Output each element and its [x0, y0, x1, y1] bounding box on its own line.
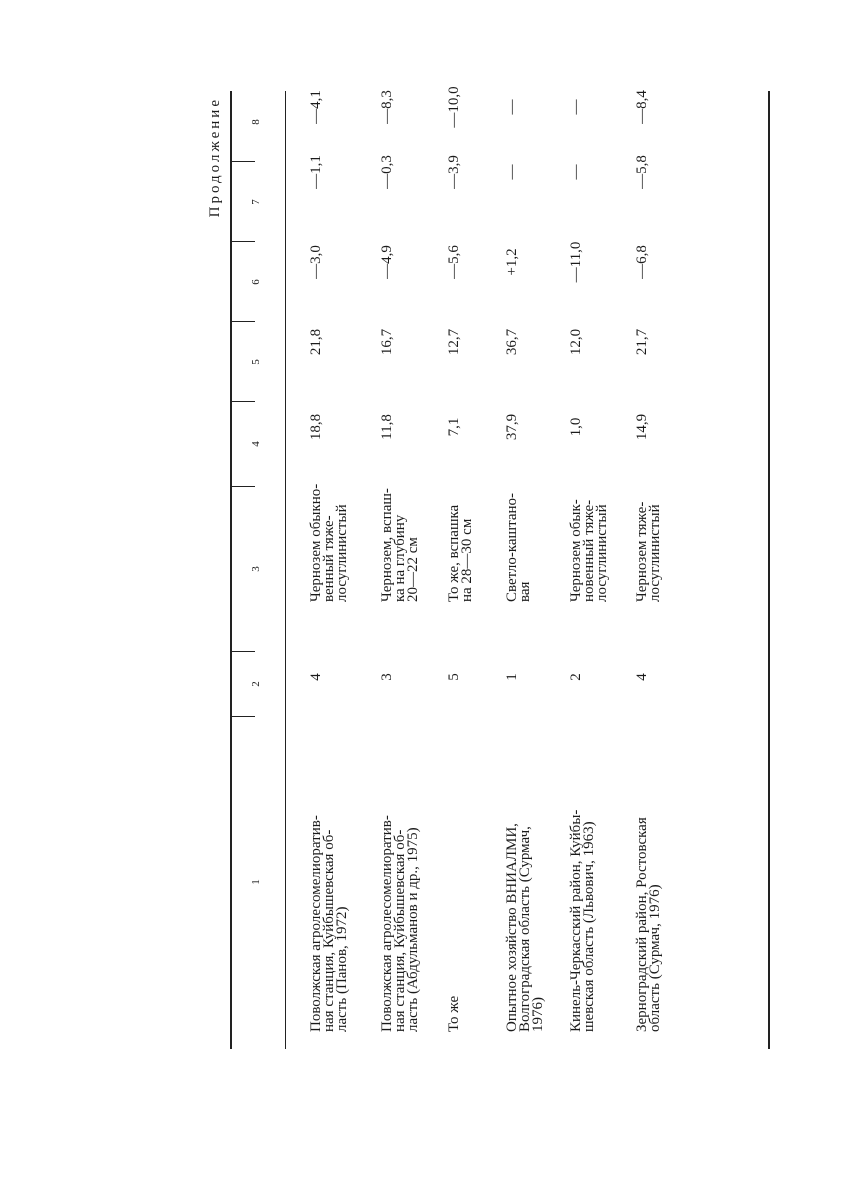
table-row-0-years: 4 [308, 673, 324, 681]
header-divider [232, 486, 255, 487]
table-row-1-location: Поволжская агролесомелиоратив- ная станция, Куйбышевская об- ласть (Абдульманов и др., 1975) [379, 815, 421, 1032]
header-col-8: 8 [250, 119, 262, 125]
table-row-5-col8: —8,4 [634, 90, 650, 124]
table-row-4-soil: Чернозем обык- новенный тяже- лосуглинистый [568, 499, 610, 602]
table-row-2-col7: —3,9 [446, 155, 462, 189]
table-row-0-soil: Чернозем обыкно- венный тяже- лосуглинистый [308, 483, 350, 602]
table-bottom-rule [768, 91, 770, 1049]
table-row-5-location: Зерноградский район, Ростовская область (Сурмач, 1976) [634, 817, 663, 1032]
header-divider [232, 241, 255, 242]
header-col-2: 2 [250, 681, 262, 687]
table-row-0-col5: 21,8 [308, 328, 324, 356]
table-row-0-col6: —3,0 [308, 245, 324, 279]
table-row-1-years: 3 [379, 673, 395, 681]
table-row-3-years: 1 [504, 673, 520, 681]
table-row-5-soil: Чернозем тяже- лосуглинистый [634, 501, 663, 602]
table-row-2-years: 5 [446, 673, 462, 681]
header-col-7: 7 [250, 199, 262, 205]
table-row-3-location: Опытное хозяйство ВНИАЛМИ, Волгоградская область (Сурмач, 1976) [504, 823, 546, 1032]
table-row-2-soil: То же, вспашка на 28—30 см [446, 504, 475, 602]
header-divider [232, 401, 255, 402]
table-row-1-col7: —0,3 [379, 155, 395, 189]
header-col-5: 5 [250, 359, 262, 365]
table-row-2-col5: 12,7 [446, 328, 462, 356]
table-row-5-years: 4 [634, 673, 650, 681]
header-col-1: 1 [250, 879, 262, 885]
table-row-0-location: Поволжская агролесомелиоратив- ная станция, Куйбышевская об- ласть (Панов, 1972) [308, 815, 350, 1032]
table-row-1-col6: —4,9 [379, 245, 395, 279]
table-row-5-col7: —5,8 [634, 155, 650, 189]
table-row-0-col7: —1,1 [308, 155, 324, 189]
table-row-2-location: То же [446, 995, 462, 1032]
table-row-4-col8: — [568, 99, 584, 115]
table-row-4-col7: — [568, 164, 584, 180]
table-row-3-col5: 36,7 [504, 328, 520, 356]
table-row-3-col4: 37,9 [504, 413, 520, 441]
table-row-4-col4: 1,0 [568, 417, 584, 437]
header-divider [232, 161, 255, 162]
table-row-3-col8: — [504, 99, 520, 115]
table-row-3-soil: Светло-каштано- вая [504, 492, 533, 602]
table-row-2-col4: 7,1 [446, 417, 462, 437]
table-row-1-soil: Чернозем, вспаш- ка на глубину 20—22 см [379, 488, 421, 602]
header-col-4: 4 [250, 441, 262, 447]
table-row-2-col8: —10,0 [446, 86, 462, 128]
header-col-6: 6 [250, 279, 262, 285]
header-divider [232, 651, 255, 652]
table-row-5-col5: 21,7 [634, 328, 650, 356]
table-row-2-col6: —5,6 [446, 245, 462, 279]
table-row-0-col8: —4,1 [308, 90, 324, 124]
table-row-5-col6: —6,8 [634, 245, 650, 279]
header-divider [232, 716, 255, 717]
table-row-4-col6: —11,0 [568, 241, 584, 283]
table-continuation-caption: Продолжение [207, 97, 223, 218]
table-row-4-col5: 12,0 [568, 328, 584, 356]
header-col-3: 3 [250, 566, 262, 572]
table-row-1-col8: —8,3 [379, 90, 395, 124]
table-row-4-years: 2 [568, 673, 584, 681]
table-header-rule [285, 91, 286, 1049]
table-row-4-location: Кинель-Черкасский район, Куйбы- шевская область (Львович, 1963) [568, 809, 597, 1032]
table-row-3-col7: — [504, 164, 520, 180]
table-top-rule [230, 91, 232, 1049]
table-row-3-col6: +1,2 [504, 248, 520, 276]
table-row-1-col4: 11,8 [379, 414, 395, 440]
header-divider [232, 321, 255, 322]
table-row-0-col4: 18,8 [308, 413, 324, 441]
table-row-5-col4: 14,9 [634, 413, 650, 441]
table-row-1-col5: 16,7 [379, 328, 395, 356]
